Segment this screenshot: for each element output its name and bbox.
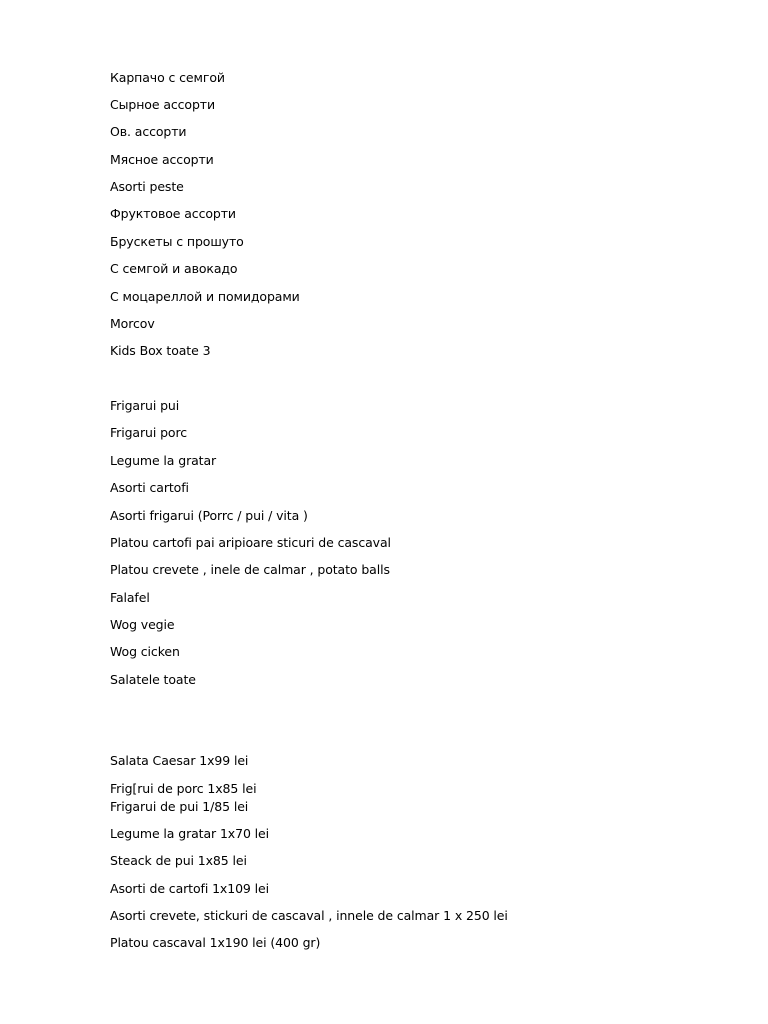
menu-line: Wog cicken — [110, 644, 180, 659]
menu-line: Мясное ассорти — [110, 152, 214, 167]
menu-line: С моцареллой и помидорами — [110, 289, 300, 304]
menu-line: Legume la gratar — [110, 453, 217, 468]
menu-line: Брускеты с прошуто — [110, 234, 244, 249]
menu-line: Platou crevete , inele de calmar , potato balls — [110, 562, 390, 577]
menu-line: Asorti crevete, stickuri de cascaval , innele de calmar 1 x 250 lei — [110, 908, 508, 923]
menu-line: Salata Caesar 1x99 lei — [110, 753, 249, 768]
menu-line: Platou cascaval 1x190 lei (400 gr) — [110, 935, 321, 950]
menu-line: Карпачо с семгой — [110, 70, 225, 85]
menu-line: Asorti de cartofi 1x109 lei — [110, 881, 269, 896]
menu-line: Morcov — [110, 316, 155, 331]
menu-line: Steack de pui 1x85 lei — [110, 853, 247, 868]
menu-line: Salatele toate — [110, 672, 196, 687]
menu-line: Ов. ассорти — [110, 124, 187, 139]
menu-line: Frigarui pui — [110, 398, 180, 413]
menu-line: Asorti frigarui (Porrc / pui / vita ) — [110, 508, 308, 523]
menu-line: Frig[rui de porc 1x85 lei — [110, 781, 257, 796]
menu-line: Legume la gratar 1x70 lei — [110, 826, 270, 841]
menu-line: Фруктовое ассорти — [110, 206, 236, 221]
menu-line: Asorti cartofi — [110, 480, 189, 495]
menu-line: С семгой и авокадо — [110, 261, 238, 276]
menu-line: Falafel — [110, 590, 150, 605]
menu-line: Frigarui de pui 1/85 lei — [110, 799, 249, 814]
menu-line: Frigarui porc — [110, 425, 188, 440]
menu-line: Asorti peste — [110, 179, 184, 194]
menu-line: Wog vegie — [110, 617, 175, 632]
menu-line: Kids Box toate 3 — [110, 343, 211, 358]
menu-line: Platou cartofi pai aripioare sticuri de cascaval — [110, 535, 391, 550]
menu-line: Сырное ассорти — [110, 97, 216, 112]
